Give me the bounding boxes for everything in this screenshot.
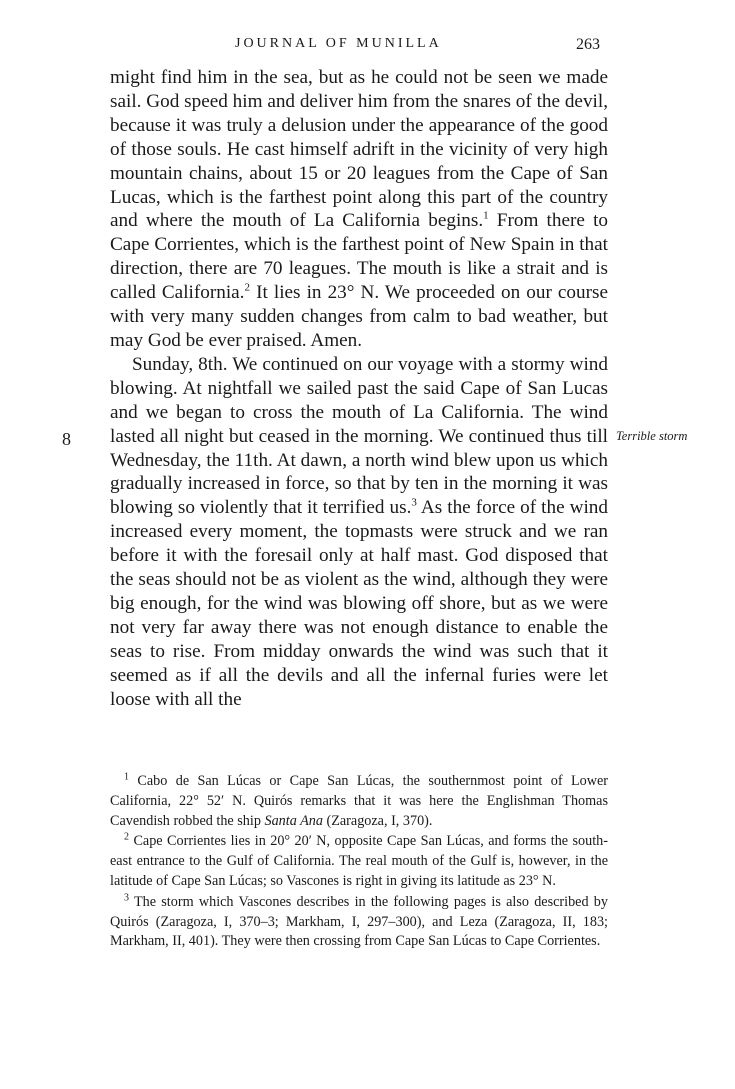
margin-sidenote — [616, 426, 726, 446]
sidenote-line-2: storm — [658, 429, 688, 443]
running-head: JOURNAL OF MUNILLA — [235, 36, 442, 51]
paragraph-1-text-c: It lies in 23° N. We proceeded on our course with very many sudden changes from calm to bad weather, but may God be ever praised. Amen. — [110, 282, 608, 351]
footnote-1-text-b: (Zaragoza, I, 370). — [322, 812, 433, 829]
footnote-2-text: Cape Corrientes lies in 20° 20′ N, opposite Cape San Lúcas, and forms the south-east entrance to the Gulf of California. The real mouth of the Gulf is, however, in the latitude of Cape San Lúcas; so Vascones is right in giving its latitude as 23° N. — [110, 833, 608, 889]
paragraph-1-text-b: From there to Cape Corrientes, which is the farthest point of New Spain in that direction, there are 70 leagues. The mouth is like a strait and is called California. — [110, 210, 608, 304]
footnote-3-mark: 3 — [124, 892, 129, 904]
footnote-2-mark: 2 — [124, 831, 129, 843]
footnote-3 — [110, 893, 608, 952]
footnote-1-ship-name: Santa Ana — [264, 812, 323, 829]
footnote-2 — [110, 832, 608, 891]
footnote-1-text-a: Cabo de San Lúcas or Cape San Lúcas, the southernmost point of Lower California, 22° 52′ N. Quirós remarks that it was here the Englishman Thomas Cavendish robbed the ship — [110, 773, 608, 829]
paragraph-2-text-b: As the force of the wind increased every moment, the topmasts were struck and we ran before it with the foresail only at half mast. God disposed that the seas should not be as violent as the wind, although they were big enough, for the wind was blowing off shore, but as we were not very far away there was not enough distance to enable the seas to rise. From midday onwards the wind was such that it seemed as if all the devils and all the infernal furies were let loose with all the — [110, 497, 608, 710]
sidenote-line-1: Terrible — [616, 429, 656, 443]
paragraph-2-text-a: Sunday, 8th. We continued on our voyage with a stormy wind blowing. At nightfall we sailed past the said Cape of San Lucas and we began to cross the mouth of La California. The wind lasted all night but ceased in the morning. We continued thus till Wednesday, the 11th. At dawn, a north wind blew upon us which gradually increased in force, so that by ten in the morning it was blowing so violently that it terrified us. — [110, 353, 608, 519]
footnote-1-mark: 1 — [124, 771, 129, 783]
paragraph-2 — [110, 353, 608, 712]
footnote-ref-2: 2 — [244, 281, 250, 294]
footnote-ref-3: 3 — [411, 496, 417, 509]
page-number: 263 — [576, 36, 600, 53]
footnotes — [110, 772, 608, 953]
paragraph-1 — [110, 66, 608, 353]
margin-day-number: 8 — [62, 429, 71, 449]
paragraph-1-text-a: might find him in the sea, but as he could not be seen we made sail. God speed him and deliver him from the snares of the devil, because it was truly a delusion under the appearance of the good of those souls. He cast himself adrift in the vicinity of very high mountain chains, about 15 or 20 leagues from the Cape of San Lucas, which is the farthest point along this part of the country and where the mouth of La California begins. — [110, 67, 608, 232]
footnote-ref-1: 1 — [483, 210, 489, 223]
footnote-3-text: The storm which Vascones describes in the following pages is also described by Quirós (Zaragoza, I, 370–3; Markham, I, 297–300), and Leza (Zaragoza, II, 183; Markham, II, 401). They were then crossing from Cape San Lúcas to Cape Corrientes. — [110, 893, 608, 950]
footnote-1 — [110, 772, 608, 831]
body-text — [110, 66, 608, 711]
page-header — [110, 36, 600, 60]
